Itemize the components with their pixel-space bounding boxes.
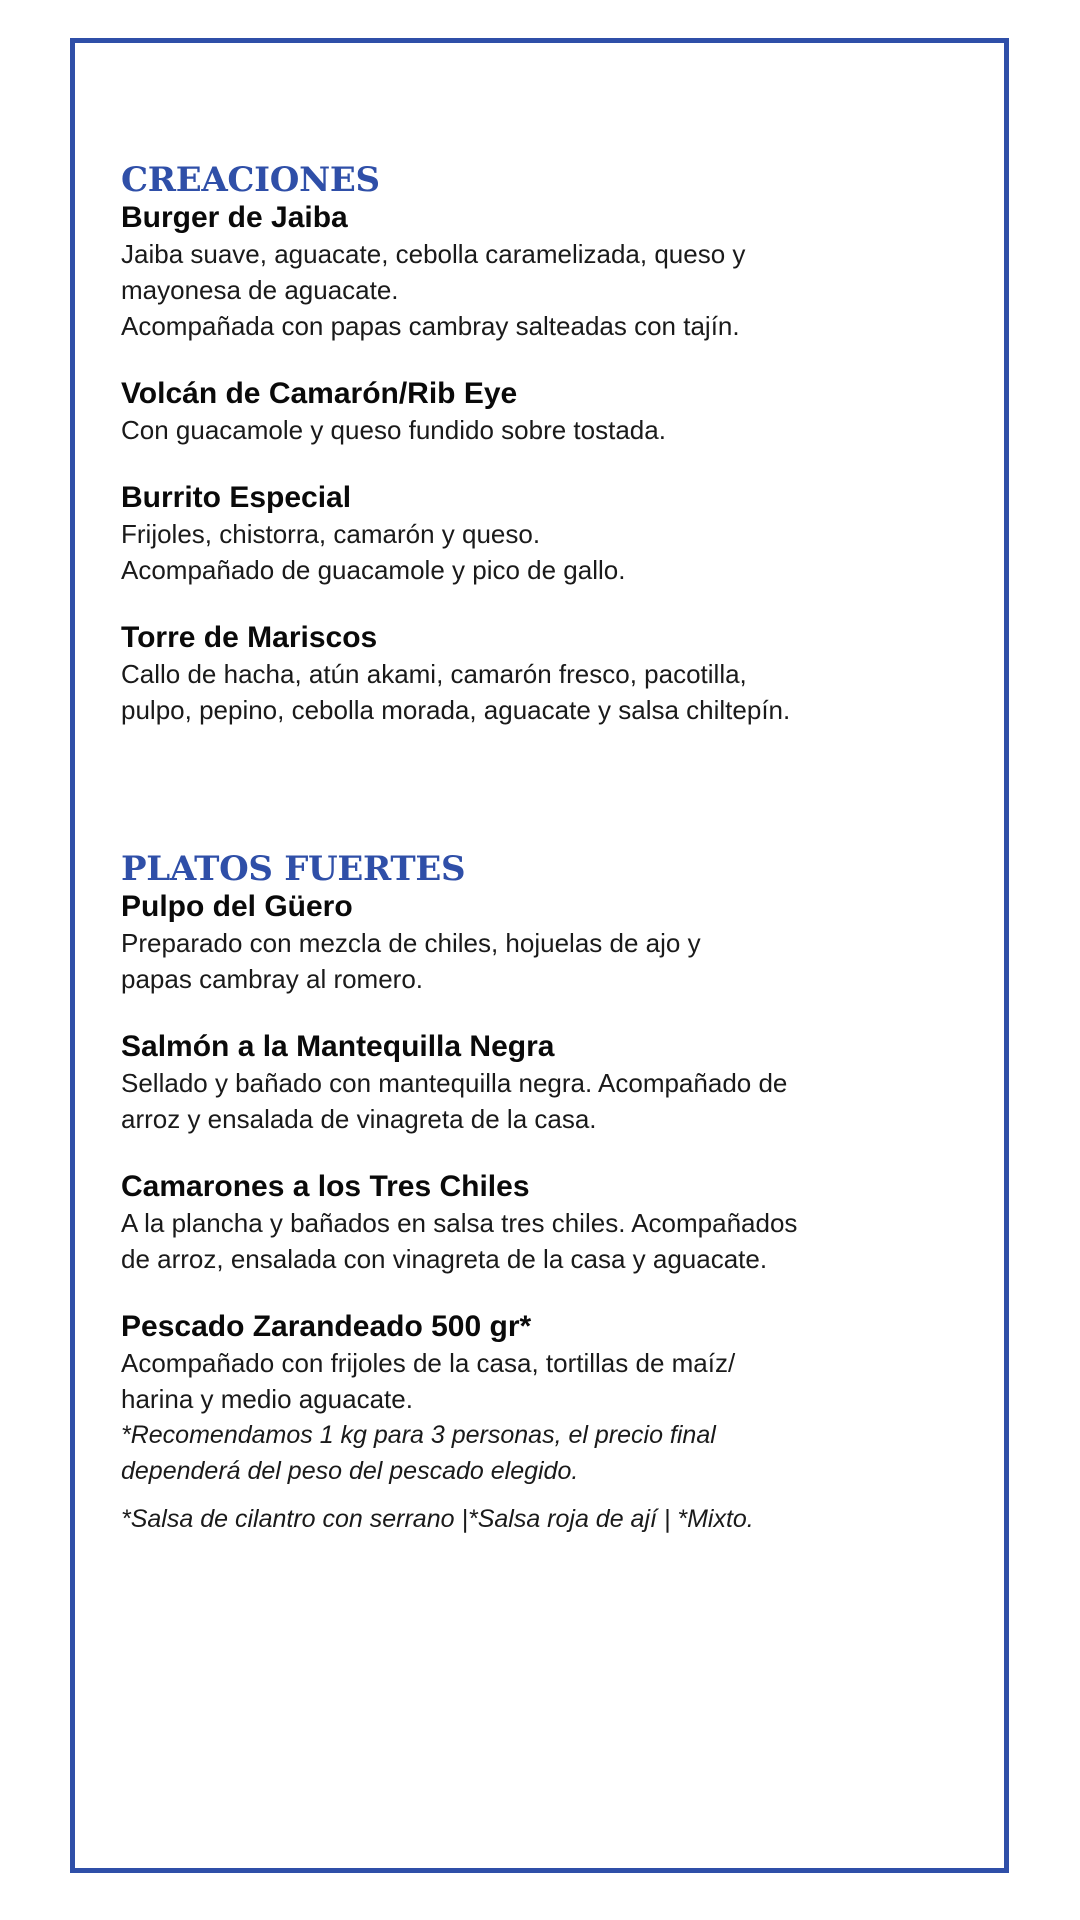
item-name: Pescado Zarandeado 500 gr* [121,1310,532,1343]
item-description-line: harina y medio aguacate. [121,1384,413,1414]
menu-item-volcan [121,376,941,448]
menu-item-camarones-tres-chiles [121,1169,941,1277]
menu-item-salmon [121,1029,941,1137]
item-description-line: Acompañado de guacamole y pico de gallo. [121,555,626,585]
item-description-line: Frijoles, chistorra, camarón y queso. [121,519,541,549]
item-name: Camarones a los Tres Chiles [121,1170,530,1203]
item-description-line: Jaiba suave, aguacate, cebolla caramelizada, queso y [121,239,746,269]
item-description-line: arroz y ensalada de vinagreta de la casa. [121,1104,597,1134]
item-name: Volcán de Camarón/Rib Eye [121,377,518,410]
item-description-line: Callo de hacha, atún akami, camarón fresco, pacotilla, [121,659,747,689]
item-note-line: *Recomendamos 1 kg para 3 personas, el precio final [121,1421,716,1449]
menu-item-burger-de-jaiba [121,200,941,344]
section-creaciones [121,160,941,728]
item-name: Pulpo del Güero [121,890,353,923]
section-title: CREACIONES [121,160,380,200]
item-note-line: dependerá del peso del pescado elegido. [121,1457,579,1485]
item-description-line: Acompañado con frijoles de la casa, tortillas de maíz/ [121,1348,736,1378]
menu-item-burrito-especial [121,480,941,588]
item-description-line: mayonesa de aguacate. [121,275,399,305]
section-title: PLATOS FUERTES [121,849,466,889]
section-platos-fuertes [121,849,941,1537]
item-description-line: Con guacamole y queso fundido sobre tostada. [121,415,666,445]
menu-item-pulpo-del-guero [121,889,941,997]
item-description-line: papas cambray al romero. [121,964,424,994]
item-name: Salmón a la Mantequilla Negra [121,1030,555,1063]
item-salsa-options: *Salsa de cilantro con serrano |*Salsa roja de ají | *Mixto. [121,1505,754,1533]
menu-item-pescado-zarandeado [121,1309,941,1537]
item-description-line: Acompañada con papas cambray salteadas con tajín. [121,311,740,341]
menu-item-torre-de-mariscos [121,620,941,728]
item-description-line: Sellado y bañado con mantequilla negra. Acompañado de [121,1068,788,1098]
item-description-line: Preparado con mezcla de chiles, hojuelas de ajo y [121,928,701,958]
item-description-line: de arroz, ensalada con vinagreta de la casa y aguacate. [121,1244,768,1274]
item-name: Burger de Jaiba [121,201,348,234]
item-name: Burrito Especial [121,481,352,514]
item-description-line: A la plancha y bañados en salsa tres chiles. Acompañados [121,1208,798,1238]
item-description-line: pulpo, pepino, cebolla morada, aguacate y salsa chiltepín. [121,695,791,725]
item-name: Torre de Mariscos [121,621,378,654]
